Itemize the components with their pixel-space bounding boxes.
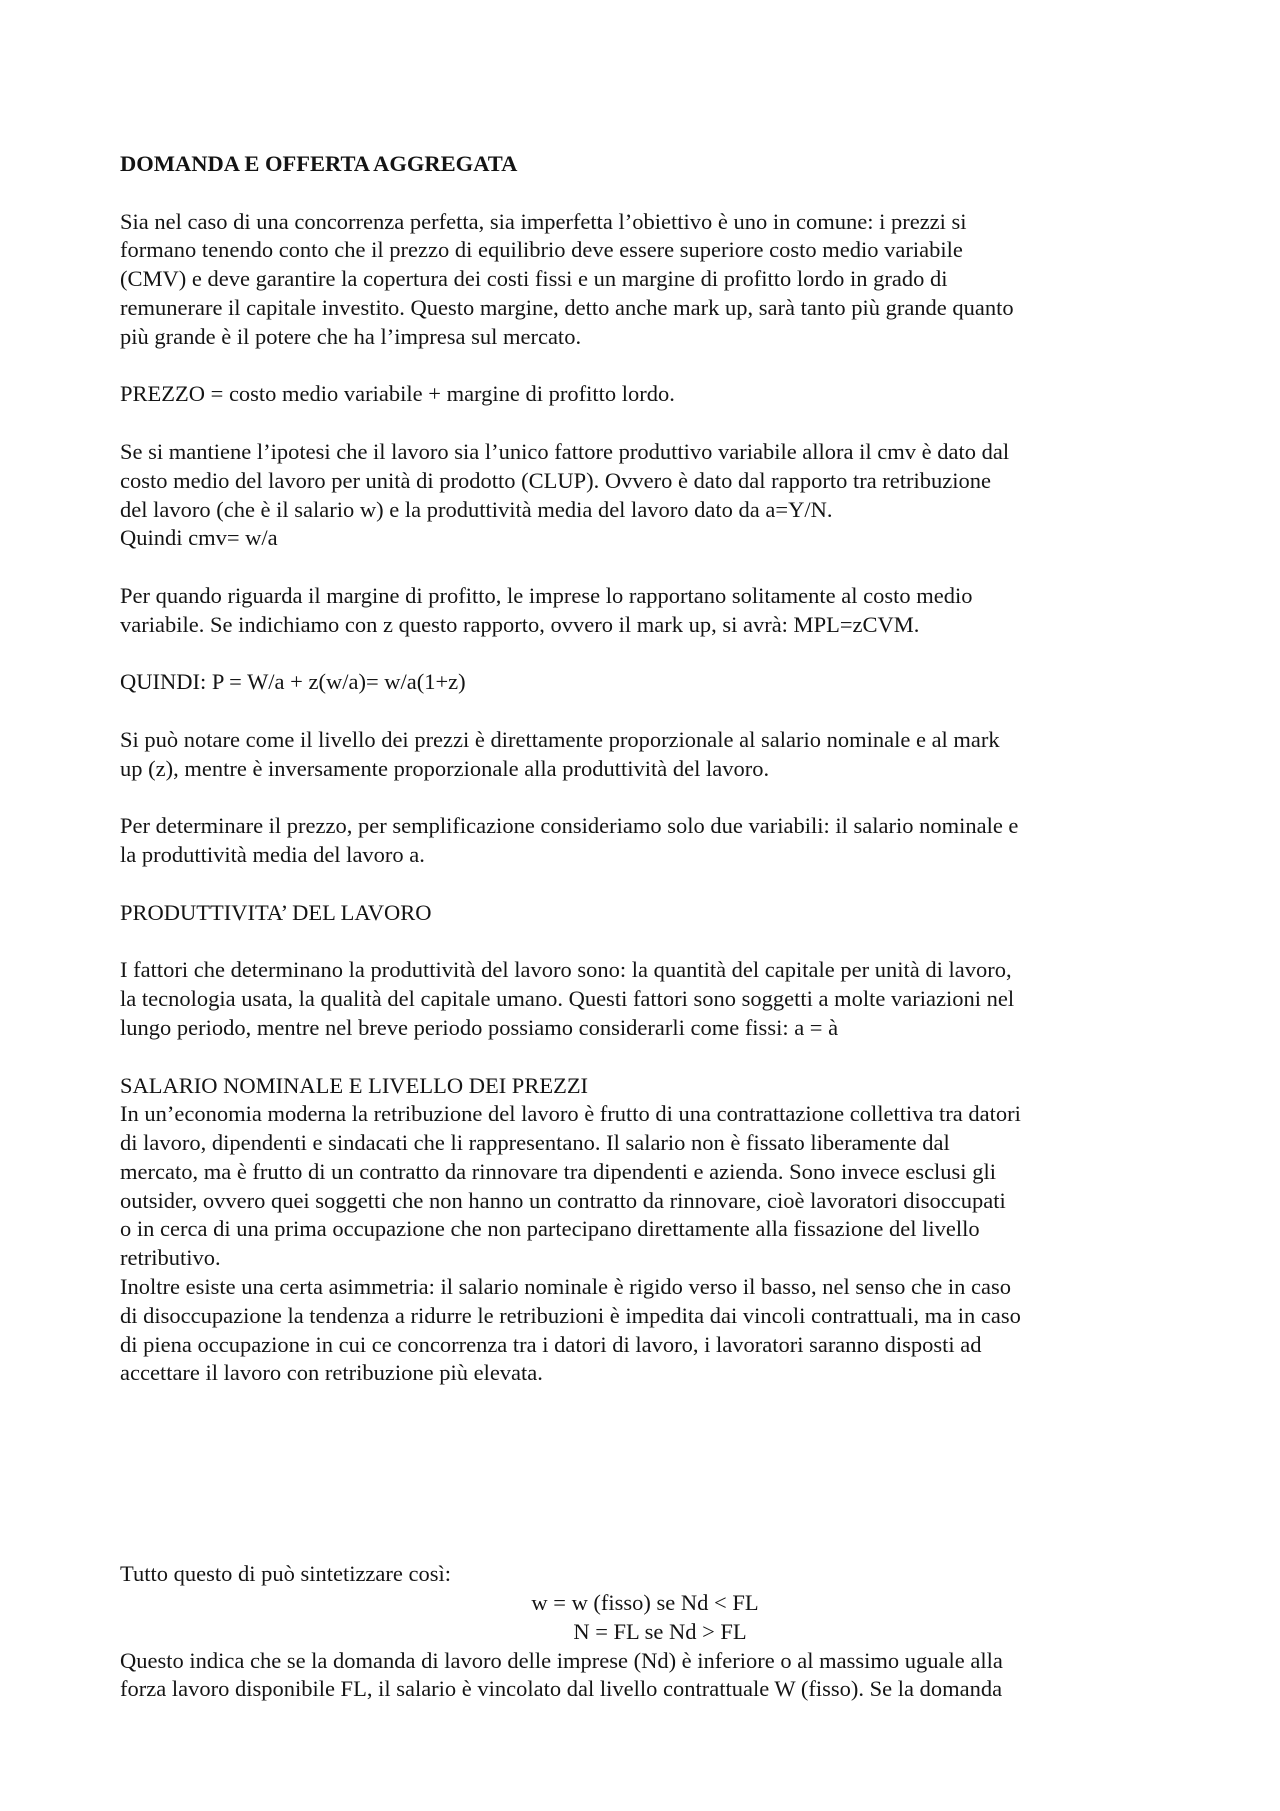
paragraph-summary-intro: Tutto questo di può sintetizzare così:	[120, 1561, 452, 1587]
paragraph-asymmetry: Inoltre esiste una certa asimmetria: il salario nominale è rigido verso il basso, nel senso che in caso di disoccupazione la tendenza a ridurre le retribuzioni è impedita dai vincoli contrattuali, ma in caso di piena occupazione in cui ce concorrenza tra i datori di lavoro, i lavoratori saranno disposti ad accettare il lavoro con retribuzione più elevata.	[120, 1274, 1021, 1386]
paragraph-summary-explanation: Questo indica che se la domanda di lavoro delle imprese (Nd) è inferiore o al massimo uguale alla forza lavoro disponibile FL, il salario è vincolato dal livello contrattuale W (fisso). Se la domanda	[120, 1647, 1003, 1702]
paragraph-simplification: Per determinare il prezzo, per semplificazione consideriamo solo due variabili: il salario nominale e la produttività media del lavoro a.	[120, 813, 1019, 868]
paragraph-intro: Sia nel caso di una concorrenza perfetta, sia imperfetta l’obiettivo è uno in comune: i prezzi si formano tenendo conto che il prezzo di equilibrio deve essere superiore costo medio variabile (CMV) e deve garantire la copertura dei costi fissi e un margine di profitto lordo in grado di remunerare il capitale investito. Questo margine, detto anche mark up, sarà tanto più grande quanto più grande è il potere che ha l’impresa sul mercato.	[120, 208, 1014, 349]
paragraph-wage-bargaining: In un’economia moderna la retribuzione del lavoro è frutto di una contrattazione collettiva tra datori di lavoro, dipendenti e sindacati che li rappresentano. Il salario non è fissato liberamente dal mercato, ma è frutto di un contratto da rinnovare tra dipendenti e azienda. Sono invece esclusi gli outsider, ovvero quei soggetti che non hanno un contratto da rinnovare, cioè lavoratori disoccupati o in cerca di una prima occupazione che non partecipano direttamente alla fissazione del livello retributivo.	[120, 1101, 1021, 1271]
paragraph-price-definition: PREZZO = costo medio variabile + margine di profitto lordo.	[120, 381, 675, 407]
formula-line-2: N = FL se Nd > FL	[573, 1618, 747, 1644]
section-heading-wage: SALARIO NOMINALE E LIVELLO DEI PREZZI	[120, 1072, 589, 1098]
paragraph-profit-margin: Per quando riguarda il margine di profitto, le imprese lo rapportano solitamente al costo medio variabile. Se indichiamo con z questo rapporto, ovvero il mark up, si avrà: MPL=zCVM.	[120, 582, 973, 637]
document-title: DOMANDA E OFFERTA AGGREGATA	[120, 151, 518, 176]
paragraph-labor-cost: Se si mantiene l’ipotesi che il lavoro sia l’unico fattore produttivo variabile allora il cmv è dato dal costo medio del lavoro per unità di prodotto (CLUP). Ovvero è dato dal rapporto tra retribuzione del lavoro (che è il salario w) e la produttività media del lavoro dato da a=Y/N. Quindi cmv= w/a	[120, 438, 1010, 551]
formula-line-1: w = w (fisso) se Nd < FL	[531, 1590, 759, 1616]
paragraph-price-formula: QUINDI: P = W/a + z(w/a)= w/a(1+z)	[120, 669, 466, 695]
paragraph-proportionality: Si può notare come il livello dei prezzi è direttamente proporzionale al salario nominale e al mark up (z), mentre è inversamente proporzionale alla produttività del lavoro.	[120, 726, 1000, 781]
document-page	[120, 150, 1170, 1704]
paragraph-productivity-factors: I fattori che determinano la produttività del lavoro sono: la quantità del capitale per unità di lavoro, la tecnologia usata, la qualità del capitale umano. Questi fattori sono soggetti a molte variazioni nel lungo periodo, mentre nel breve periodo possiamo considerarli come fissi: a = à	[120, 957, 1015, 1040]
section-heading-productivity: PRODUTTIVITA’ DEL LAVORO	[120, 899, 432, 925]
